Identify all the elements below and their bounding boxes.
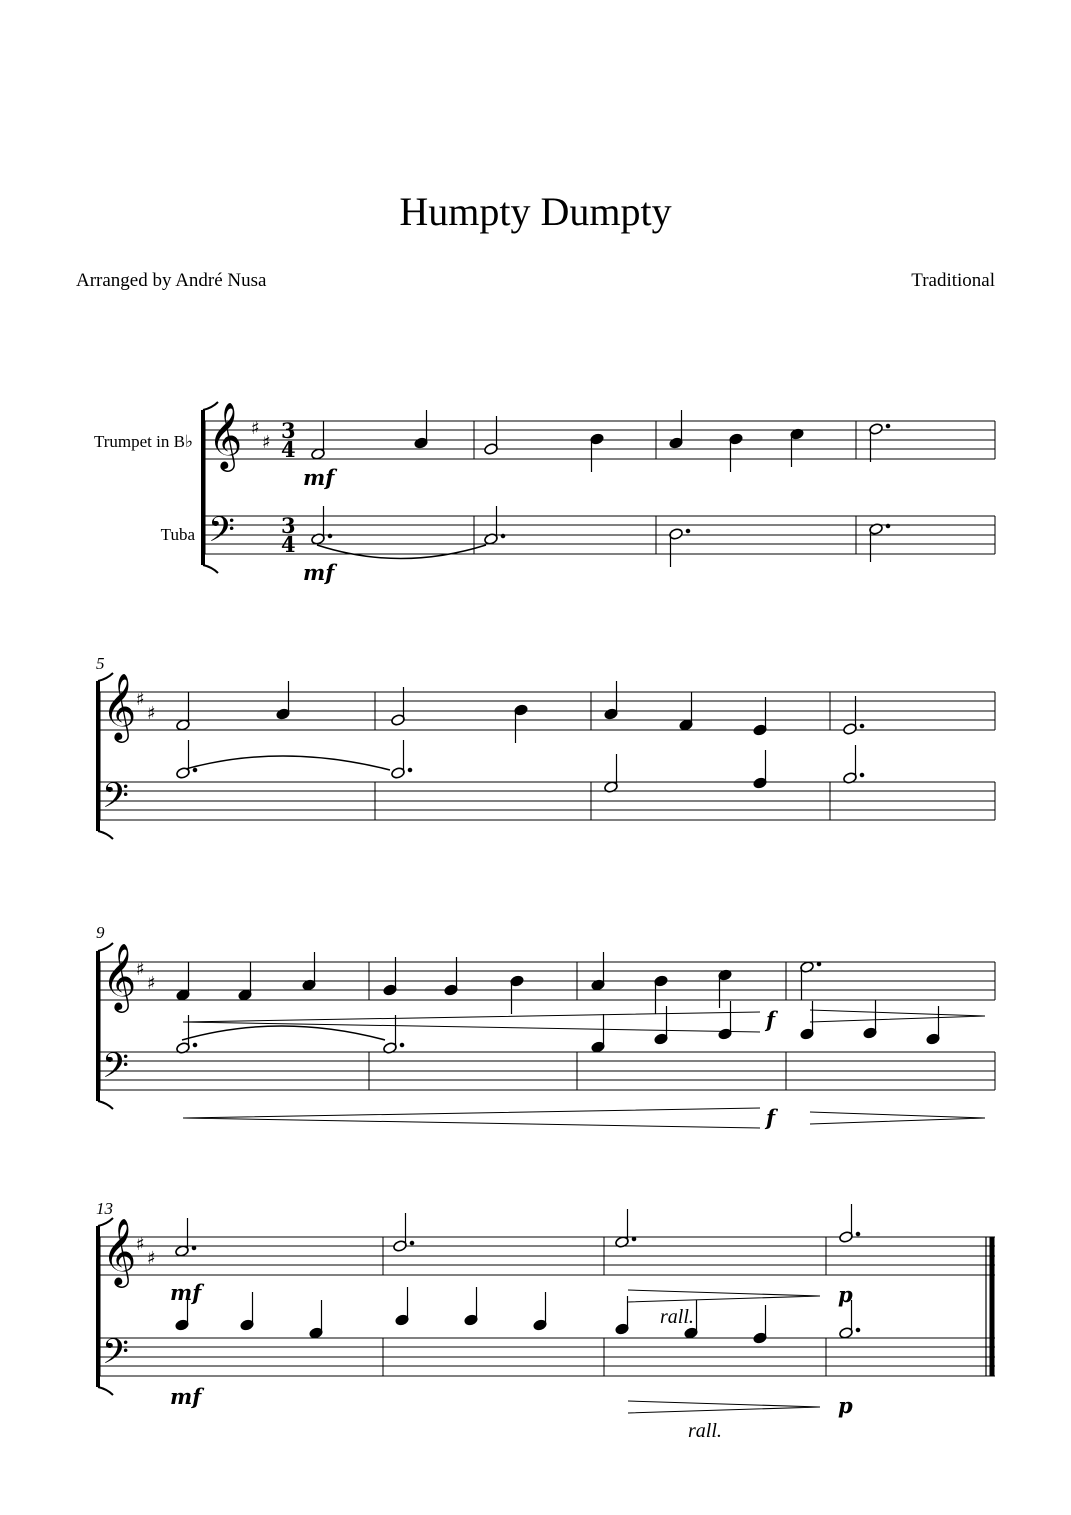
time-signature-bottom: 4 [281,532,296,557]
augmentation-dot [632,1237,636,1241]
augmentation-dot [193,1043,197,1047]
system-2 [98,673,995,839]
sharp-icon: ♯ [147,703,156,724]
tempo-marking: rall. [660,1306,694,1328]
dynamic-marking: mf [170,1280,202,1305]
dynamic-marking: mf [303,465,335,490]
tempo-marking: rall. [688,1420,722,1442]
augmentation-dot [400,1043,404,1047]
time-signature-bottom: 4 [281,437,296,462]
augmentation-dot [193,768,197,772]
bass-clef-icon: 𝄢 [102,1045,130,1094]
augmentation-dot [501,534,505,538]
dynamic-marking: mf [303,560,335,585]
sharp-icon: ♯ [251,418,260,439]
composer-credit: Traditional [911,270,995,291]
treble-clef-icon: 𝄞 [208,401,243,469]
treble-clef-icon: 𝄞 [102,1217,137,1285]
augmentation-dot [860,773,864,777]
bass-clef-icon: 𝄢 [208,509,236,558]
dynamic-marking: f [766,1007,776,1032]
sharp-icon: ♯ [136,959,145,980]
score-title: Humpty Dumpty [399,189,672,234]
augmentation-dot [328,534,332,538]
sharp-icon: ♯ [136,1234,145,1255]
sharp-icon: ♯ [147,1248,156,1269]
measure-number: 5 [96,654,105,673]
treble-clef-icon: 𝄞 [102,672,137,740]
dynamic-marking: p [838,1282,853,1307]
augmentation-dot [856,1232,860,1236]
augmentation-dot [817,962,821,966]
system-4 [98,1218,995,1413]
time-signature-top: 3 [281,418,296,443]
augmentation-dot [860,724,864,728]
time-signature-top: 3 [281,513,296,538]
measure-number: 9 [96,923,105,942]
dynamic-marking: f [766,1105,776,1130]
arranger-credit: Arranged by André Nusa [76,270,267,291]
augmentation-dot [192,1246,196,1250]
augmentation-dot [410,1241,414,1245]
augmentation-dot [686,529,690,533]
measure-number: 13 [96,1199,113,1218]
bass-clef-icon: 𝄢 [102,775,130,824]
instrument-label-trumpet: Trumpet in B♭ [93,432,193,451]
augmentation-dot [408,768,412,772]
dynamic-marking: p [838,1393,853,1418]
augmentation-dot [856,1328,860,1332]
sharp-icon: ♯ [147,973,156,994]
sharp-icon: ♯ [136,689,145,710]
dynamic-marking: mf [170,1384,202,1409]
treble-clef-icon: 𝄞 [102,942,137,1010]
bass-clef-icon: 𝄢 [102,1331,130,1380]
instrument-label-tuba: Tuba [160,525,195,544]
augmentation-dot [886,424,890,428]
system-3 [98,943,995,1128]
sharp-icon: ♯ [262,432,271,453]
augmentation-dot [886,524,890,528]
